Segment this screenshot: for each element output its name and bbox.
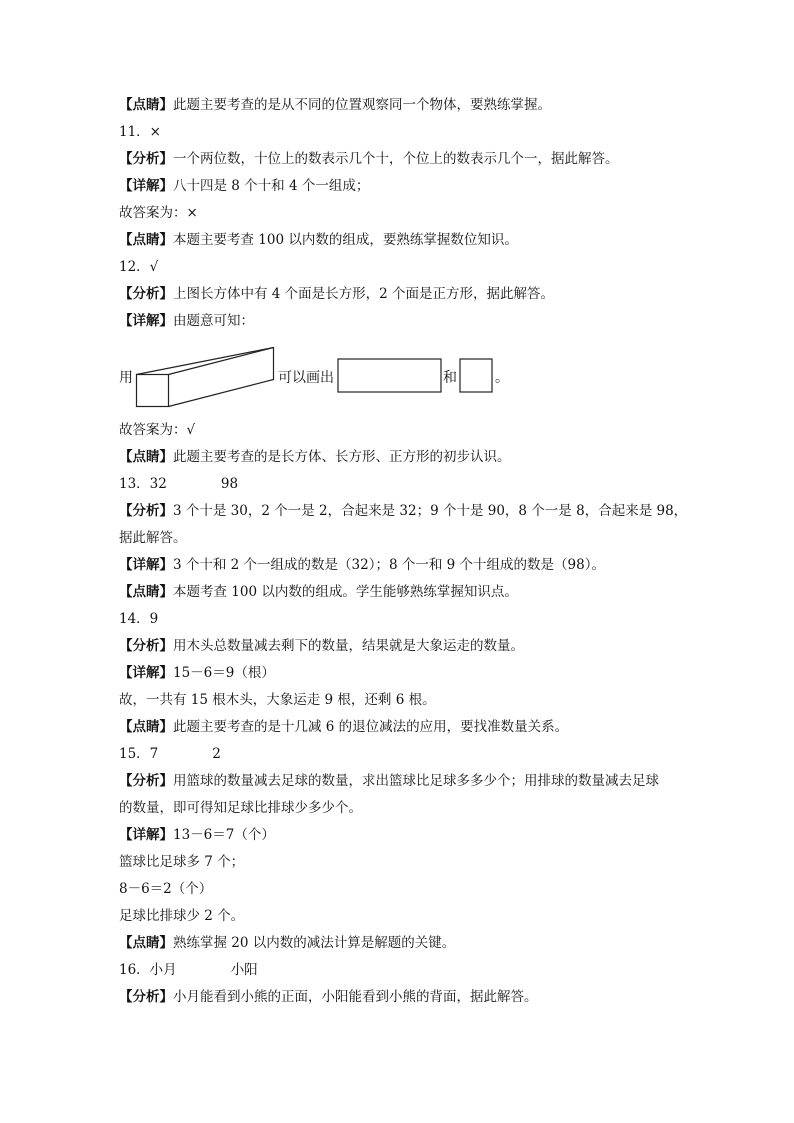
tag-dianjing: 【点睛】 [119,584,173,600]
line-8 [119,312,254,330]
line-text: 的数量，即可得知足球比排球少多少个。 [119,800,362,816]
line-text: 3 个十是 30，2 个一是 2，合起来是 32；9 个十是 90，8 个一是 8，合起来是 98， [173,503,688,519]
line-text: 此题主要考查的是长方体、长方形、正方形的初步认识。 [173,449,511,465]
line-9 [119,421,195,439]
line-1 [119,123,161,141]
line-5 [119,231,518,249]
line-text: 一个两位数，十位上的数表示几个十，个位上的数表示几个一，据此解答。 [173,151,619,167]
line-text: 故，一共有 15 根木头，大象运走 9 根，还剩 6 根。 [119,692,436,708]
tag-xiangjie: 【详解】 [119,827,173,843]
line-text: 15－6＝9（根） [173,665,275,681]
cuboid-figure [119,346,539,410]
line-text: 3 个十和 2 个一组成的数是（32）；8 个一和 9 个十组成的数是（98）。 [173,557,605,573]
line-10 [119,448,511,466]
line-28 [119,934,455,952]
line-text: 8－6＝2（个） [119,881,213,897]
line-17 [119,637,524,655]
tag-fenxi: 【分析】 [119,989,173,1005]
line-20 [119,718,568,736]
line-24 [119,826,275,844]
tag-dianjing: 【点睛】 [119,935,173,951]
line-text: 由题意可知： [173,313,254,329]
tag-xiangjie: 【详解】 [119,665,173,681]
tag-dianjing: 【点睛】 [119,97,173,113]
tag-dianjing: 【点睛】 [119,449,173,465]
line-25 [119,853,244,871]
line-12 [119,502,687,520]
line-15 [119,583,518,601]
line-23 [119,799,362,817]
line-text: 本题主要考查 100 以内数的组成，要熟练掌握数位知识。 [173,232,518,248]
question-number: 16．小月 [119,962,177,978]
tag-fenxi: 【分析】 [119,638,173,654]
line-text: 13－6＝7（个） [173,827,275,843]
line-13 [119,529,187,547]
cuboid-drawing [135,346,295,410]
line-22 [119,772,659,790]
tag-xiangjie: 【详解】 [119,178,173,194]
line-21 [119,745,221,763]
line-2 [119,150,619,168]
square-shape [459,358,494,394]
figure-word-use: 用 [119,370,133,386]
figure-period: 。 [495,370,509,386]
figure-word-can-draw: 可以画出 [278,370,334,386]
line-text: 此题主要考查的是十几减 6 的退位减法的应用，要找准数量关系。 [173,719,569,735]
line-26 [119,880,212,898]
tag-xiangjie: 【详解】 [119,313,173,329]
line-text: 熟练掌握 20 以内数的减法计算是解题的关键。 [173,935,456,951]
line-text: 足球比排球少 2 个。 [119,908,245,924]
second-answer: 小阳 [230,962,258,978]
line-text: 篮球比足球多 7 个； [119,854,245,870]
tag-xiangjie: 【详解】 [119,557,173,573]
question-number: 14．9 [119,611,159,627]
line-6 [119,258,158,276]
line-text: 用篮球的数量减去足球的数量，求出篮球比足球多多少个；用排球的数量减去足球 [173,773,659,789]
answer-line: 故答案为：× [119,205,198,221]
line-text: 上图长方体中有 4 个面是长方形，2 个面是正方形，据此解答。 [173,286,555,302]
line-3 [119,177,369,195]
figure-word-and: 和 [443,370,457,386]
tag-fenxi: 【分析】 [119,151,173,167]
line-18 [119,664,275,682]
line-19 [119,691,436,709]
line-4 [119,204,198,222]
tag-dianjing: 【点睛】 [119,719,173,735]
line-text: 八十四是 8 个十和 4 个一组成； [173,178,370,194]
question-number: 15．7 [119,746,159,762]
answer-line: 故答案为：√ [119,422,196,438]
line-29 [119,961,258,979]
second-answer: 98 [220,476,239,492]
line-text: 用木头总数量减去剩下的数量，结果就是大象运走的数量。 [173,638,524,654]
line-0 [119,96,551,114]
rectangle-shape [337,358,443,394]
question-number: 12．√ [119,259,159,275]
line-27 [119,907,244,925]
tag-fenxi: 【分析】 [119,503,173,519]
question-number: 13．32 [119,476,167,492]
line-text: 据此解答。 [119,530,187,546]
line-11 [119,475,238,493]
line-text: 此题主要考查的是从不同的位置观察同一个物体，要熟练掌握。 [173,97,551,113]
tag-dianjing: 【点睛】 [119,232,173,248]
question-number: 11．× [119,124,161,140]
tag-fenxi: 【分析】 [119,773,173,789]
line-text: 小月能看到小熊的正面，小阳能看到小熊的背面，据此解答。 [173,989,538,1005]
line-7 [119,285,554,303]
line-16 [119,610,158,628]
second-answer: 2 [212,746,221,762]
line-text: 本题考查 100 以内数的组成。学生能够熟练掌握知识点。 [173,584,518,600]
line-14 [119,556,605,574]
line-30 [119,988,538,1006]
tag-fenxi: 【分析】 [119,286,173,302]
